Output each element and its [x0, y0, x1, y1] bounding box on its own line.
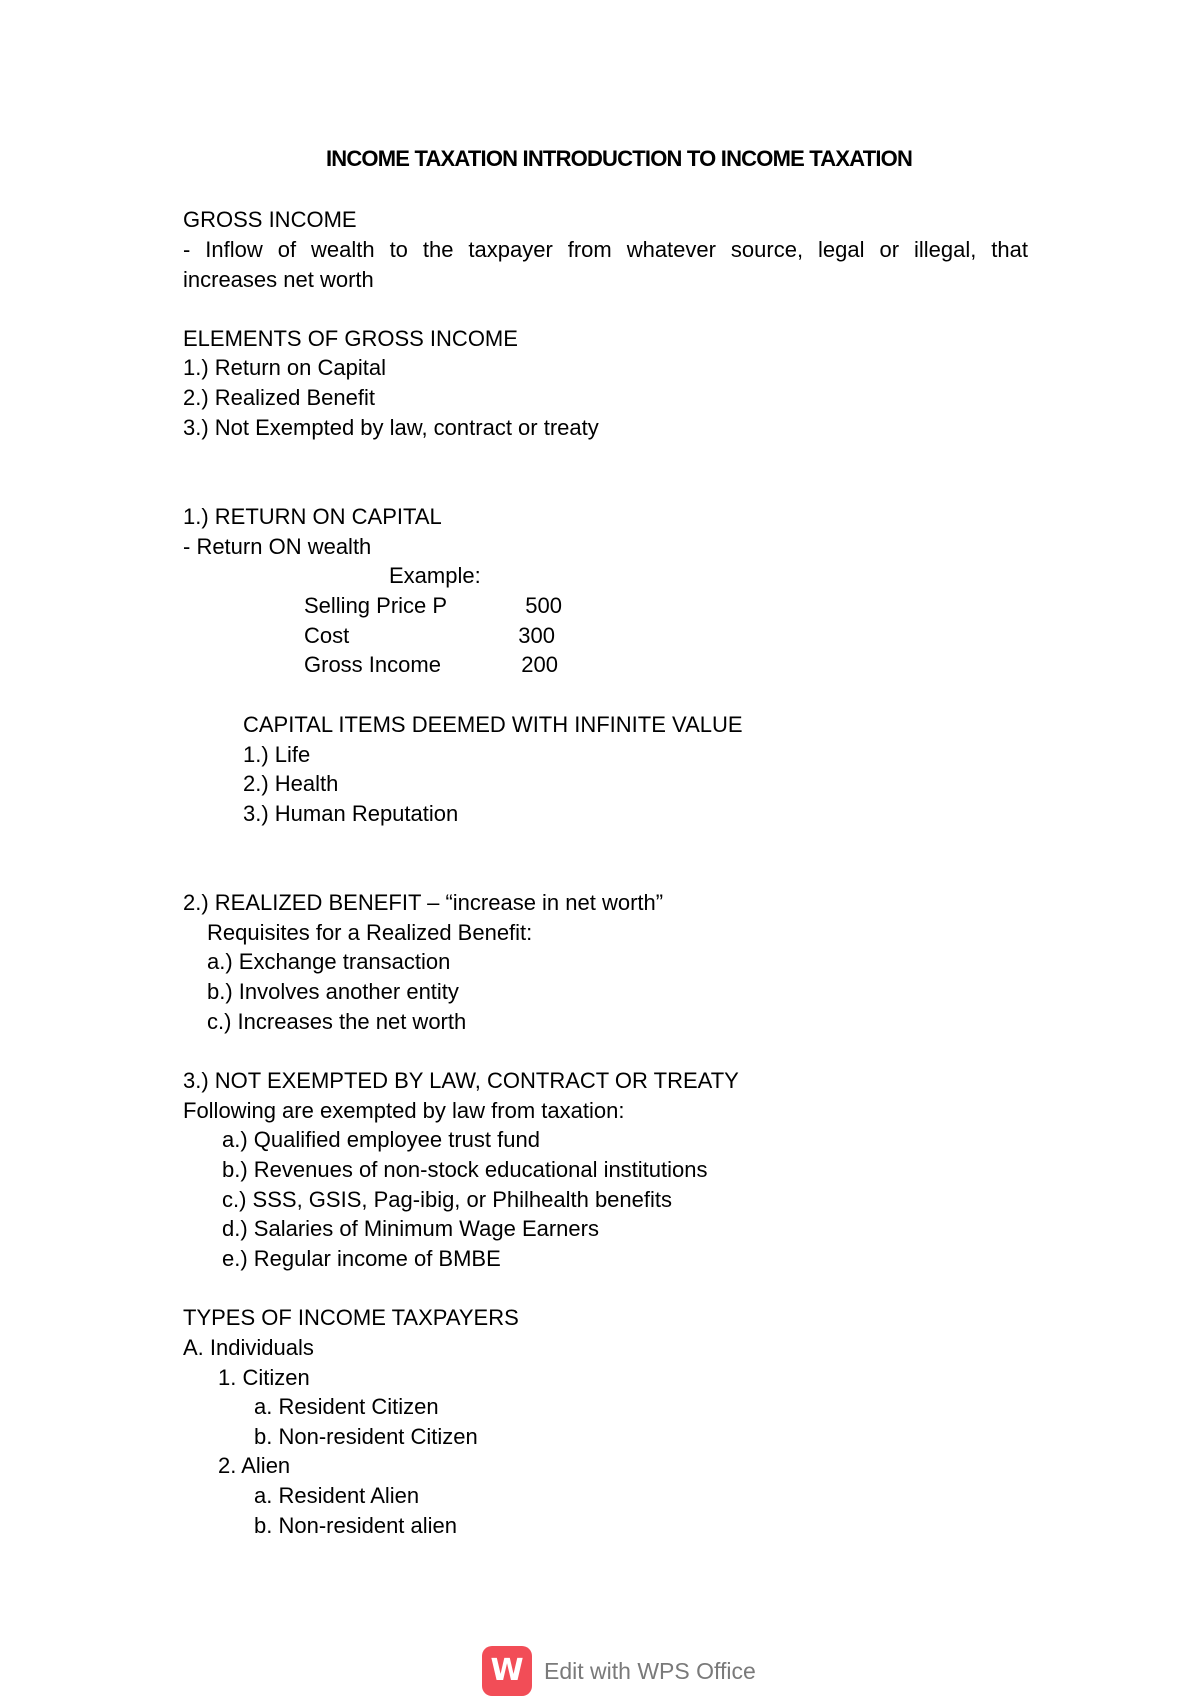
elements-item: 3.) Not Exempted by law, contract or treaty: [183, 415, 599, 440]
taxpayers-citizen: 1. Citizen: [218, 1365, 310, 1390]
gross-income-definition-line2: increases net worth: [183, 267, 374, 292]
taxpayers-nonresident-alien: b. Non-resident alien: [254, 1513, 458, 1538]
not-exempted-intro: Following are exempted by law from taxation:: [183, 1098, 625, 1123]
taxpayers-alien: 2. Alien: [218, 1453, 291, 1478]
requisite-item: b.) Involves another entity: [207, 979, 459, 1004]
capital-item: 1.) Life: [243, 742, 311, 767]
wps-edit-badge[interactable]: [482, 1646, 762, 1696]
taxpayers-resident-citizen: a. Resident Citizen: [254, 1394, 439, 1419]
elements-heading: ELEMENTS OF GROSS INCOME: [183, 326, 518, 351]
capital-item: 2.) Health: [243, 771, 339, 796]
example-row-label: Gross Income: [304, 652, 441, 677]
exempted-item: d.) Salaries of Minimum Wage Earners: [222, 1216, 599, 1241]
example-row-value: 200: [521, 652, 558, 677]
taxpayers-individuals: A. Individuals: [183, 1335, 314, 1360]
requisites-label: Requisites for a Realized Benefit:: [207, 920, 533, 945]
realized-benefit-heading: 2.) REALIZED BENEFIT – “increase in net worth”: [183, 890, 664, 915]
elements-item: 2.) Realized Benefit: [183, 385, 375, 410]
taxpayers-nonresident-citizen: b. Non-resident Citizen: [254, 1424, 478, 1449]
capital-items-heading: CAPITAL ITEMS DEEMED WITH INFINITE VALUE: [243, 712, 743, 737]
capital-item: 3.) Human Reputation: [243, 801, 459, 826]
elements-item: 1.) Return on Capital: [183, 355, 386, 380]
not-exempted-heading: 3.) NOT EXEMPTED BY LAW, CONTRACT OR TREATY: [183, 1068, 739, 1093]
example-label: Example:: [389, 563, 481, 588]
wps-edit-label: Edit with WPS Office: [544, 1658, 756, 1684]
document-title: INCOME TAXATION INTRODUCTION TO INCOME TAXATION: [325, 146, 913, 171]
example-row-value: 500: [525, 593, 562, 618]
wps-logo-icon: W: [482, 1646, 532, 1696]
example-row-value: 300: [518, 623, 555, 648]
taxpayers-resident-alien: a. Resident Alien: [254, 1483, 420, 1508]
requisite-item: c.) Increases the net worth: [207, 1009, 467, 1034]
requisite-item: a.) Exchange transaction: [207, 949, 451, 974]
taxpayers-heading: TYPES OF INCOME TAXPAYERS: [183, 1305, 519, 1330]
return-on-capital-heading: 1.) RETURN ON CAPITAL: [183, 504, 442, 529]
return-on-capital-sub: - Return ON wealth: [183, 534, 372, 559]
example-row-label: Selling Price P: [304, 593, 448, 618]
exempted-item: a.) Qualified employee trust fund: [222, 1127, 540, 1152]
exempted-item: e.) Regular income of BMBE: [222, 1246, 501, 1271]
example-row-label: Cost: [304, 623, 350, 648]
gross-income-heading: GROSS INCOME: [183, 207, 357, 232]
exempted-item: b.) Revenues of non-stock educational institutions: [222, 1157, 708, 1182]
exempted-item: c.) SSS, GSIS, Pag-ibig, or Philhealth benefits: [222, 1187, 673, 1212]
gross-income-definition-line1: - Inflow of wealth to the taxpayer from whatever source, legal or illegal, that: [183, 237, 1028, 262]
